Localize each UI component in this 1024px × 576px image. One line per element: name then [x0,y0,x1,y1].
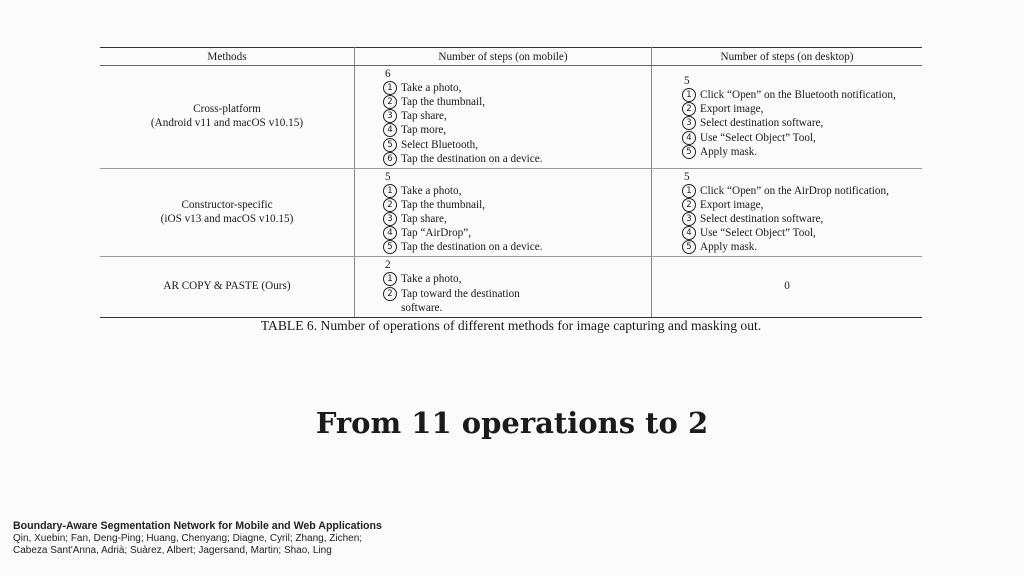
header-mobile-steps: Number of steps (on mobile) [355,48,652,66]
step-line [383,109,647,123]
step-number-badge: 2 [682,198,696,212]
slide-headline: From 11 operations to 2 [315,406,709,440]
step-text: Take a photo, [401,82,462,95]
step-number-badge: 4 [682,226,696,240]
step-line [383,240,647,254]
step-line [682,145,918,159]
desktop-steps-cell: 0 [652,257,923,317]
step-text: Export image, [700,103,764,116]
step-text: Use “Select Object” Tool, [700,131,816,144]
paper-title: Boundary-Aware Segmentation Network for Mobile and Web Applications [13,520,382,532]
method-name-line: Cross-platform [193,103,261,116]
step-text: Tap the destination on a device. [401,152,543,165]
comparison-table [100,47,922,318]
step-line [682,226,918,240]
desktop-step-count: 5 [684,75,690,88]
step-text: Tap the thumbnail, [401,198,486,211]
header-methods: Methods [100,48,355,66]
step-line [682,88,918,102]
step-text: Tap share, [401,110,447,123]
step-text: Click “Open” on the AirDrop notification, [700,184,889,197]
mobile-step-count: 2 [385,259,391,272]
step-number-badge: 4 [682,131,696,145]
step-text: Use “Select Object” Tool, [700,227,816,240]
step-line [682,212,918,226]
step-line [383,301,647,315]
table-caption: TABLE 6. Number of operations of different methods for image capturing and masking out. [260,318,762,333]
desktop-step-count: 5 [684,170,690,183]
step-line [383,138,647,152]
step-line [682,240,918,254]
table-row [100,257,922,317]
desktop-steps-cell [652,66,923,169]
step-line [682,131,918,145]
step-number-badge: 2 [383,287,397,301]
step-line [383,152,647,166]
method-cell [100,257,355,317]
step-line [383,81,647,95]
step-line [383,198,647,212]
step-number-badge: 1 [682,88,696,102]
step-line [383,184,647,198]
table-body [100,66,922,318]
step-text: Click “Open” on the Bluetooth notification, [700,89,896,102]
mobile-step-count: 5 [385,170,391,183]
step-number-badge: 2 [682,102,696,116]
step-text: Tap share, [401,213,447,226]
step-number-badge: 2 [383,95,397,109]
desktop-steps-cell [652,168,923,257]
step-number-badge: 5 [682,240,696,254]
mobile-steps-cell [355,66,652,169]
step-line [383,226,647,240]
method-name-line: (iOS v13 and macOS v10.15) [160,213,294,226]
step-number-badge: 3 [383,212,397,226]
step-number-badge: 1 [383,184,397,198]
step-line [682,102,918,116]
step-text: Apply mask. [700,145,758,158]
step-number-badge: 1 [383,272,397,286]
step-line [383,123,647,137]
step-text: Tap “AirDrop”, [401,227,472,240]
step-number-badge: 5 [383,138,397,152]
step-number-badge: 3 [383,109,397,123]
method-cell [100,168,355,257]
step-number-badge: 2 [383,198,397,212]
step-text: Select destination software, [700,213,824,226]
method-name-line: (Android v11 and macOS v10.15) [150,117,304,130]
step-line [682,198,918,212]
step-line [682,184,918,198]
step-number-badge: 5 [682,145,696,159]
step-number-badge: 5 [383,240,397,254]
step-line [383,287,647,301]
step-text: Tap the destination on a device. [401,241,543,254]
step-line [383,272,647,286]
step-text: Tap the thumbnail, [401,96,486,109]
citation-footer [13,520,382,558]
step-number-badge: 1 [682,184,696,198]
step-text: Select Bluetooth, [401,138,479,151]
method-cell [100,66,355,169]
step-number-badge: 3 [682,116,696,130]
step-line [682,116,918,130]
mobile-step-count: 6 [385,68,391,81]
step-text: software. [401,301,443,314]
step-text: Take a photo, [401,184,462,197]
step-text: Export image, [700,198,764,211]
table-row [100,66,922,169]
step-text: Tap toward the destination [401,287,520,300]
step-line [383,212,647,226]
step-number-badge: 4 [383,123,397,137]
author-line-2: Cabeza Sant'Anna, Adrià; Suàrez, Albert; Jagersand, Martin; Shao, Ling [13,545,332,557]
step-text: Select destination software, [700,117,824,130]
header-desktop-steps: Number of steps (on desktop) [652,48,923,66]
author-line-1: Qin, Xuebin; Fan, Deng-Ping; Huang, Chenyang; Diagne, Cyril; Zhang, Zichen; [13,533,363,544]
step-number-badge: 3 [682,212,696,226]
mobile-steps-cell [355,168,652,257]
step-number-badge: 1 [383,81,397,95]
step-text: Apply mask. [700,241,758,254]
step-number-badge: 4 [383,226,397,240]
method-name-line: AR COPY & PASTE (Ours) [163,280,291,293]
table-header-row [100,48,922,66]
step-number-badge: 6 [383,152,397,166]
step-text: Tap more, [401,124,447,137]
step-text: Take a photo, [401,273,462,286]
step-line [383,95,647,109]
method-name-line: Constructor-specific [181,198,273,211]
mobile-steps-cell [355,257,652,317]
comparison-table-container [100,47,922,318]
table-row [100,168,922,257]
